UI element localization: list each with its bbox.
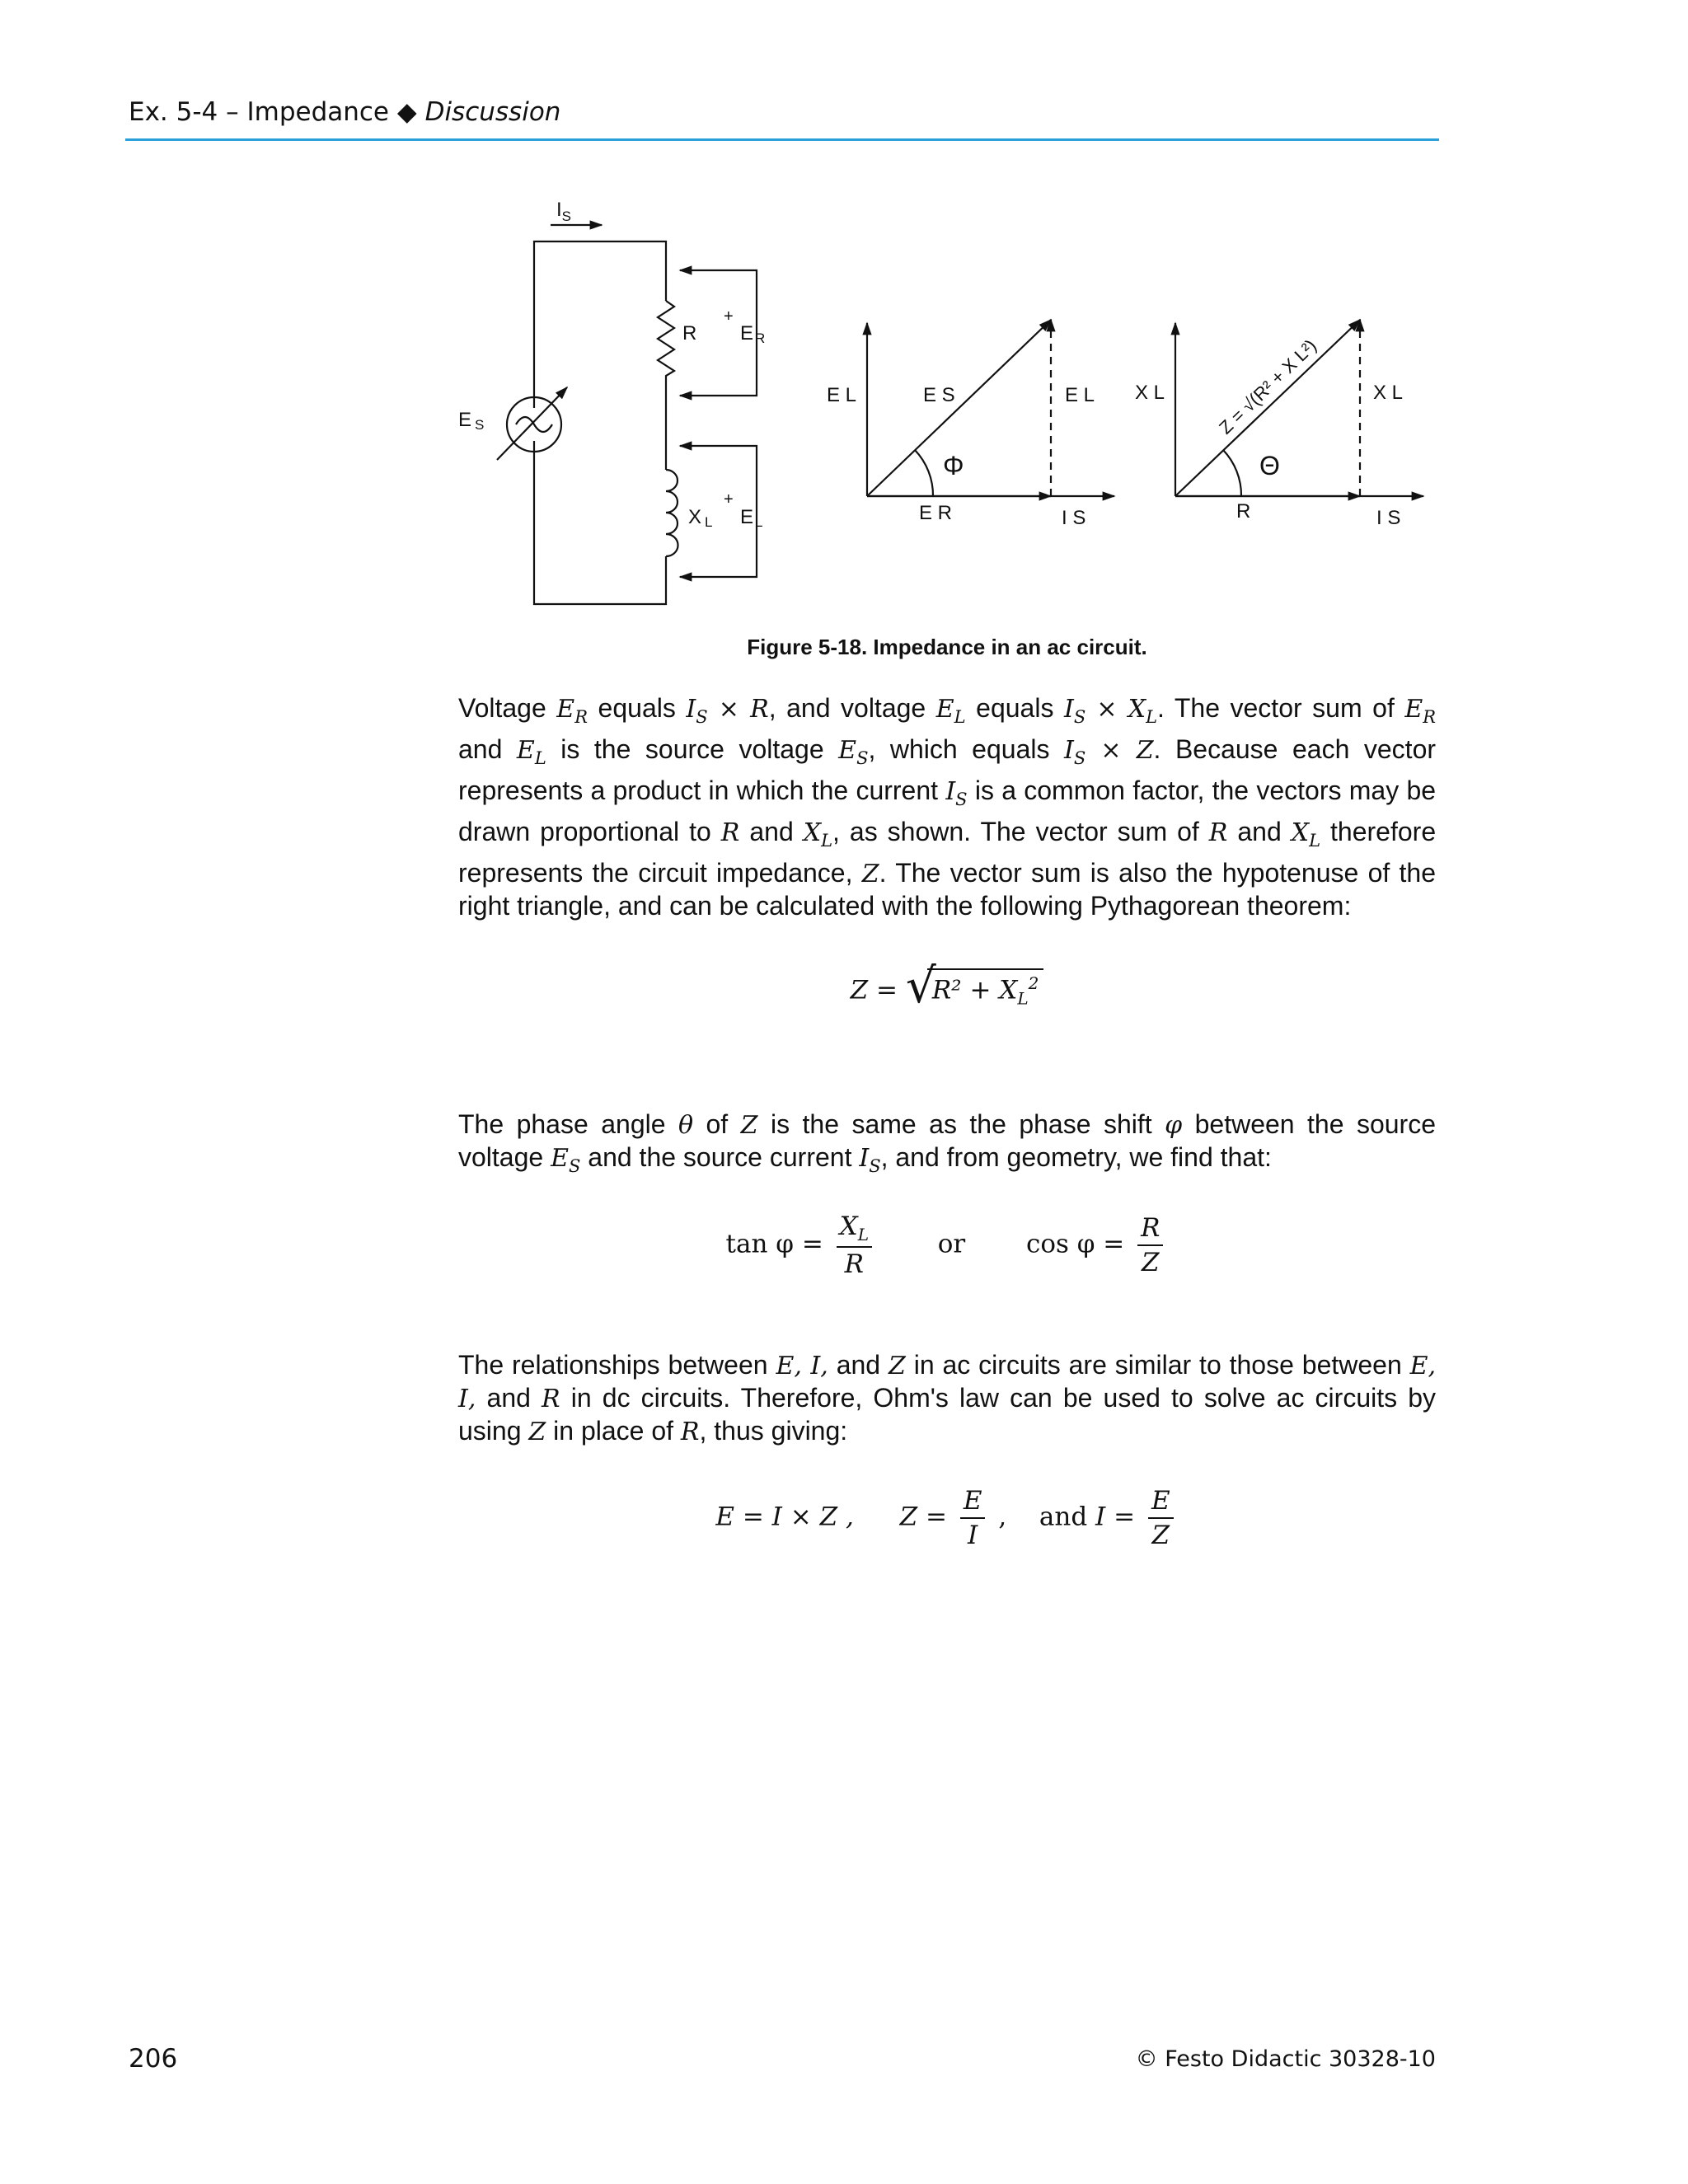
text-run: and <box>836 1350 881 1380</box>
sqrt-icon: √ <box>905 958 936 1014</box>
text-run: is the same as the phase shift <box>770 1109 1152 1139</box>
math-is-times-r: $I_S \times R$ <box>686 695 769 727</box>
resistor-label: R <box>682 322 697 344</box>
header-section: Ex. 5-4 – Impedance <box>129 97 390 127</box>
math-el: $E_L$ <box>516 736 546 768</box>
paragraph-ohms-law <box>458 1349 1436 1448</box>
text-run: therefore represents the circuit impedance, <box>458 817 1437 888</box>
math-er: $E_R$ <box>556 695 588 727</box>
er-bracket-top <box>680 270 757 274</box>
z-formula-label: Z = √(R² + X L²) <box>1215 335 1321 438</box>
es-vector-label: E S <box>923 384 955 406</box>
math-r: R <box>1208 818 1228 847</box>
page-number: 206 <box>129 2044 178 2074</box>
text-run: , thus giving: <box>699 1416 848 1446</box>
paragraph-vector-sum <box>458 692 1436 922</box>
el-bracket-top <box>680 446 757 449</box>
square-root <box>905 958 1044 1014</box>
diamond-icon: ◆ <box>396 97 417 127</box>
voltage-phasor-diagram <box>867 320 1114 496</box>
inductor-label: X L <box>688 506 713 530</box>
math-z: Z <box>740 1111 758 1140</box>
text-run: is the source voltage <box>560 734 824 764</box>
text-run: equals <box>598 693 676 723</box>
voltage-x-axis-label: I S <box>1062 507 1086 529</box>
text-run: . The vector sum is also the hypotenuse of the right triangle, and can be calculated with the following Pythagorean theorem: <box>458 858 1437 921</box>
and-word: and <box>1039 1502 1088 1532</box>
figure-caption: Figure 5-18. Impedance in an ac circuit. <box>747 635 1147 659</box>
tan-lhs: tan φ = <box>725 1229 823 1259</box>
source-label: E S <box>458 409 485 433</box>
resistor <box>658 301 674 470</box>
text-run: The phase angle <box>458 1109 666 1139</box>
equation-tan-cos <box>458 1212 1436 1279</box>
text-run: , and from geometry, we find that: <box>880 1142 1272 1172</box>
text-run: between the source voltage <box>458 1109 1437 1172</box>
er-label: E R <box>740 322 766 346</box>
el-plus-sign: + <box>724 490 734 509</box>
comma: , <box>998 1502 1007 1532</box>
text-run: The relationships between <box>458 1350 768 1380</box>
sine-icon <box>516 417 552 432</box>
xl-side-label: X L <box>1373 382 1404 404</box>
impedance-figure <box>0 0 1688 659</box>
circuit-diagram <box>497 225 757 604</box>
text-run: . Because each vector represents a product in which the current <box>458 734 1437 805</box>
inductor <box>666 470 678 556</box>
math-es: $E_S$ <box>551 1144 581 1176</box>
math-is: $I_S$ <box>859 1144 881 1176</box>
ohm-z-equals: Z = <box>899 1502 947 1532</box>
fraction-r-over-z: $\frac{R}{Z}$ <box>1137 1213 1163 1277</box>
ohm-i-equals: I = <box>1095 1502 1136 1532</box>
math-e-i: E, I, <box>776 1352 828 1380</box>
r-base-label: R <box>1236 500 1251 523</box>
math-is-times-xl: $I_S \times X_L$ <box>1063 695 1158 727</box>
math-theta: θ <box>678 1111 694 1140</box>
current-label: $I_S$ <box>556 199 572 224</box>
radicand: $R^2 + X_L^2$ <box>927 968 1044 1009</box>
text-run: in ac circuits are similar to those between <box>913 1350 1402 1380</box>
ohm-e-equals: E = I × Z , <box>715 1502 854 1532</box>
text-run: , and voltage <box>768 693 926 723</box>
text-run: Voltage <box>458 693 546 723</box>
copyright-notice: © Festo Didactic 30328-10 <box>1135 2046 1436 2072</box>
theta-angle-label: Θ <box>1259 451 1280 480</box>
impedance-y-axis-label: X L <box>1135 382 1165 404</box>
text-run: equals <box>976 693 1054 723</box>
math-e-i: E, I, <box>458 1352 1437 1413</box>
math-is: $I_S$ <box>945 777 968 809</box>
header-topic: Discussion <box>424 97 561 127</box>
cos-lhs: cos φ = <box>1025 1229 1125 1259</box>
el-side-label: E L <box>1065 384 1095 406</box>
fraction-e-over-z: $\frac{E}{Z}$ <box>1148 1486 1174 1550</box>
math-xl: $X_L$ <box>1291 818 1321 851</box>
math-el: $E_L$ <box>935 695 966 727</box>
theta-angle-arc <box>1223 450 1241 496</box>
text-run: is a common factor, the vectors may be drawn proportional to <box>458 776 1437 846</box>
text-run: and the source current <box>588 1142 852 1172</box>
text-run: and <box>486 1383 531 1413</box>
fraction-xl-over-r: $\frac{X_L}{R}$ <box>837 1212 872 1279</box>
math-r: R <box>720 818 740 847</box>
impedance-x-axis-label: I S <box>1376 507 1401 529</box>
bottom-wire <box>534 441 666 604</box>
math-is-times-z: $I_S \times Z$ <box>1064 736 1154 768</box>
math-r: R <box>542 1385 560 1413</box>
text-run: , which equals <box>868 734 1050 764</box>
text-run: . The vector sum of <box>1157 693 1395 723</box>
text-run: and <box>1237 817 1282 846</box>
math-z: Z <box>861 860 879 888</box>
math-r: R <box>680 1418 700 1446</box>
math-z: Z <box>528 1418 546 1446</box>
er-plus-sign: + <box>724 307 734 326</box>
math-z: Z <box>888 1352 906 1380</box>
math-xl: $X_L$ <box>803 818 833 851</box>
math-er: $E_R$ <box>1404 695 1437 727</box>
math-es: $E_S$ <box>838 736 869 768</box>
text-run: , as shown. The vector sum of <box>832 817 1199 846</box>
text-run: of <box>706 1109 729 1139</box>
text-run: and <box>749 817 794 846</box>
text-run: in place of <box>553 1416 674 1446</box>
fraction-e-over-i: $\frac{E}{I}$ <box>960 1486 986 1550</box>
equation-impedance <box>458 958 1436 1014</box>
el-label: E L <box>740 506 763 530</box>
eq-lhs: Z = <box>850 975 898 1005</box>
or-word: or <box>937 1229 966 1259</box>
top-wire <box>534 241 666 408</box>
text-run: in dc circuits. Therefore, Ohm's law can be used to solve ac circuits by using <box>458 1383 1437 1446</box>
math-phi: φ <box>1165 1111 1183 1140</box>
phase-angle-arc <box>915 450 933 496</box>
text-run: and <box>458 734 503 764</box>
voltage-y-axis-label: E L <box>827 384 857 406</box>
paragraph-phase-angle <box>458 1108 1436 1183</box>
equation-ohms-law <box>458 1486 1436 1550</box>
er-base-label: E R <box>919 502 953 524</box>
phi-angle-label: Φ <box>943 451 964 480</box>
